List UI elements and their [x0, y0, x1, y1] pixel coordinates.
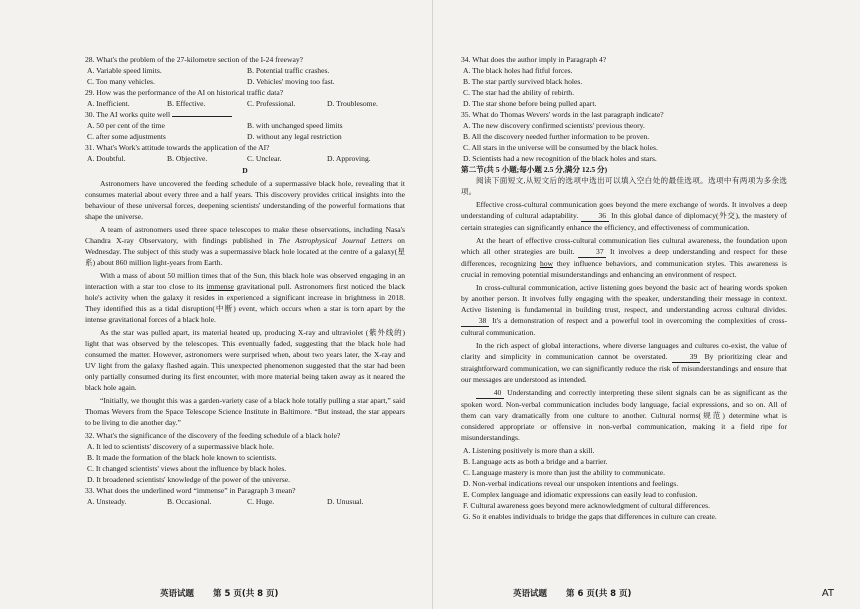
option: D. Troublesome.	[327, 99, 378, 108]
left-column	[85, 54, 405, 507]
passage-paragraph	[461, 340, 787, 385]
blank-37: 37	[578, 246, 606, 258]
passage-paragraph	[461, 282, 787, 338]
option: B. Objective.	[167, 154, 208, 163]
blank-40: 40	[476, 387, 504, 399]
text-span: they influence behaviors, and communication styles. This awareness is crucial in removing potential misunderstandings and enhancing an environment of respect.	[461, 259, 787, 279]
section-heading: 第二节(共 5 小题;每小题 2.5 分,满分 12.5 分)	[461, 165, 608, 174]
option: B. Potential traffic crashes.	[247, 66, 330, 75]
blank-36: 36	[581, 210, 609, 222]
option: D. Scientists had a new recognition of the black holes and stars.	[463, 154, 657, 163]
passage-paragraph: Astronomers have uncovered the feeding schedule of a supermassive black hole, revealing that it consumes material about every three and a half years. This discovery provides critical insights into the behaviour of these universal forces, deepening scientists' understanding of the powerful formations that shape the universe.	[85, 179, 405, 221]
option: D. Vehicles' moving too fast.	[247, 77, 335, 86]
option: A. 50 per cent of the time	[87, 121, 165, 130]
passage-paragraph	[461, 387, 787, 443]
underlined-word: immense	[206, 282, 234, 291]
option: C. Huge.	[247, 497, 275, 506]
option: C. Unclear.	[247, 154, 282, 163]
text-span: A team of astronomers used three space telescopes to make these observations, including Nasa's Chandra X-ray Observatory, with findings published in	[85, 225, 405, 245]
option: C. after some adjustments	[87, 132, 166, 141]
option: A. Doubtful.	[87, 154, 126, 163]
right-page	[432, 0, 860, 609]
page-footer	[160, 587, 294, 599]
text-span: Understanding and correctly interpreting these silent signals can be as significant as the spoken word. Non-verbal communication includes body language, facial expressions, and so on. All of them can vary dramatically from one culture to another. Cultural norms(规范) determine what is considered appropriate or offensive in non-verbal communication, making it a field ripe for misunderstandings.	[461, 388, 787, 442]
answer-blank	[172, 116, 232, 117]
question-35-stem: 35. What do Thomas Wevers' words in the last paragraph indicate?	[461, 110, 664, 119]
option: B. The star partly survived black holes.	[463, 77, 583, 86]
question-30-options	[85, 120, 405, 131]
question-30-text: 30. The AI works quite well	[85, 110, 171, 119]
corner-code: AT	[821, 588, 834, 599]
text-span: In cross-cultural communication, active listening goes beyond the basic act of hearing words spoken by another person. It involves fully engaging with the speaker, understanding their message in context. Active listening is fundamental in building trust, respect, and understanding across cultural divides.	[461, 283, 787, 314]
option: C. Too many vehicles.	[87, 77, 155, 86]
question-32-stem: 32. What's the significance of the discovery of the feeding schedule of a black hole?	[85, 431, 341, 440]
text-span: In the rich aspect of global interactions, where diverse languages and cultures co-exist, the value of clarity and simplicity in communication cannot be overstated.	[461, 341, 787, 361]
text-span: In this global dance of diplomacy(外交), the mastery of certain strategies can significantly enhance the efficiency, and effectiveness of communication.	[461, 211, 787, 232]
passage-paragraph: “Initially, we thought this was a garden-variety case of a black hole totally pulling a star apart,” said Thomas Wevers from the Space Telescope Science Institute in Baltimore. “But instead, the star appears to be living to die another day.”	[85, 396, 405, 427]
choice: E. Complex language and idiomatic expressions can easily lead to confusion.	[463, 490, 698, 499]
option: D. The star shone before being pulled apart.	[463, 99, 597, 108]
option: A. It led to scientists' discovery of a supermassive black hole.	[87, 442, 274, 451]
option: A. Variable speed limits.	[87, 66, 162, 75]
choice: B. Language acts as both a bridge and a barrier.	[463, 457, 608, 466]
text-span: With a mass of about 50 million times that of the Sun, this black hole was observed engaging in an interaction with a star too close to its	[85, 271, 405, 291]
question-28-options	[85, 76, 405, 87]
text-span: At the heart of effective cross-cultural communication lies cultural awareness, the foundation upon which all other strategies are built.	[461, 236, 787, 256]
question-33-stem: 33. What does the underlined word “immense” in Paragraph 3 mean?	[85, 486, 296, 495]
passage-paragraph	[85, 224, 405, 268]
option: C. It changed scientists' views about the influence by black holes.	[87, 464, 287, 473]
question-31-options	[85, 153, 405, 164]
text-span: Effective cross-cultural communication goes beyond the mere exchange of words. It involves a deep understanding of cultural adaptability.	[461, 200, 787, 220]
option: A. Unsteady.	[87, 497, 127, 506]
option: C. The star had the ability of rebirth.	[463, 88, 574, 97]
passage-paragraph	[85, 270, 405, 325]
choice: G. So it enables individuals to bridge the gaps that differences in culture can create.	[463, 512, 717, 521]
question-34-stem: 34. What does the author imply in Paragraph 4?	[461, 55, 607, 64]
question-28-options	[85, 65, 405, 76]
choice: D. Non-verbal indications reveal our unspoken intentions and feelings.	[463, 479, 679, 488]
choice: A. Listening positively is more than a skill.	[463, 446, 595, 455]
text-span: It's a demonstration of respect and a powerful tool in overcoming the complexities of cross-cultural communication.	[461, 316, 787, 337]
underlined-word: how	[539, 259, 554, 268]
question-31-stem: 31. What's Work's attitude towards the application of the AI?	[85, 143, 270, 152]
question-30-options	[85, 131, 405, 142]
blank-38: 38	[461, 315, 489, 327]
option: B. Effective.	[167, 99, 206, 108]
question-29-options	[85, 98, 405, 109]
option: B. with unchanged speed limits	[247, 121, 343, 130]
passage-paragraph	[461, 235, 787, 280]
choice: F. Cultural awareness goes beyond mere acknowledgment of cultural differences.	[463, 501, 711, 510]
passage-paragraph: As the star was pulled apart, its material heated up, producing X-ray and ultraviolet (紫外线的) light that was observed by the telescopes. This eventually faded, suggesting that the black hole had consumed the matter. However, astronomers were surprised when, about two years later, the X-ray and UV light from the galaxy flashed again. This unexpected phenomenon suggested that the star had been only partially consumed during its first encounter, with more material being taken away as it neared the black hole again.	[85, 328, 405, 392]
option: A. The new discovery confirmed scientists' previous theory.	[463, 121, 645, 130]
choice: C. Language mastery is more than just the ability to communicate.	[463, 468, 666, 477]
option: B. All the discovery needed further information to be proven.	[463, 132, 650, 141]
footer-subject: 英语试题	[160, 589, 195, 599]
option: A. The black holes had fitful forces.	[463, 66, 573, 75]
blank-39: 39	[672, 351, 700, 363]
page-footer	[513, 587, 647, 599]
text-span: It involves a deep understanding and respect for these differences, recognizing	[461, 247, 788, 268]
option: B. It made the formation of the black hole known to scientists.	[87, 453, 277, 462]
option: D. It broadened scientists' knowledge of the power of the universe.	[87, 475, 290, 484]
right-column	[461, 54, 787, 522]
journal-title: The Astrophysical Journal Letters	[278, 236, 393, 245]
footer-subject: 英语试题	[513, 589, 548, 599]
question-33-options	[85, 496, 405, 507]
option: D. without any legal restriction	[247, 132, 342, 141]
question-28-stem: 28. What's the problem of the 27-kilometre section of the I-24 freeway?	[85, 55, 303, 64]
option: B. Occasional.	[167, 497, 212, 506]
text-span: By prioritizing clear and straightforward communication, we can significantly reduce the risk of misunderstandings and ensure that our messages are understood as intended.	[461, 352, 787, 384]
option: A. Inefficient.	[87, 99, 130, 108]
question-29-stem: 29. How was the performance of the AI on historical traffic data?	[85, 88, 284, 97]
option: C. Professional.	[247, 99, 296, 108]
passage-letter: D	[242, 166, 248, 175]
option: C. All stars in the universe will be consumed by the black holes.	[463, 143, 658, 152]
footer-page-number: 第 6 页(共 8 页)	[565, 589, 632, 599]
text-span: on Wednesday. The subject of this study was a supermassive black hole located at the centre of a galaxy(星系) about 860 million light-years from Earth.	[85, 236, 405, 267]
passage-paragraph	[461, 199, 787, 233]
text-span: gravitational pull. Astronomers first noticed the black hole's activity when the galaxy it resides in experienced a significant increase in brightness in 2018. They identified this as a tidal disruption(中断) event, which occurs when a star is torn apart by the intense gravitational forces of a black hole.	[85, 282, 405, 324]
option: D. Unusual.	[327, 497, 364, 506]
question-30-stem	[85, 109, 405, 120]
footer-page-number: 第 5 页(共 8 页)	[212, 589, 279, 599]
option: D. Approving.	[327, 154, 371, 163]
section-instruction: 阅读下面短文,从短文后的选项中选出可以填入空白处的最佳选项。选项中有两项为多余选项。	[461, 176, 787, 196]
